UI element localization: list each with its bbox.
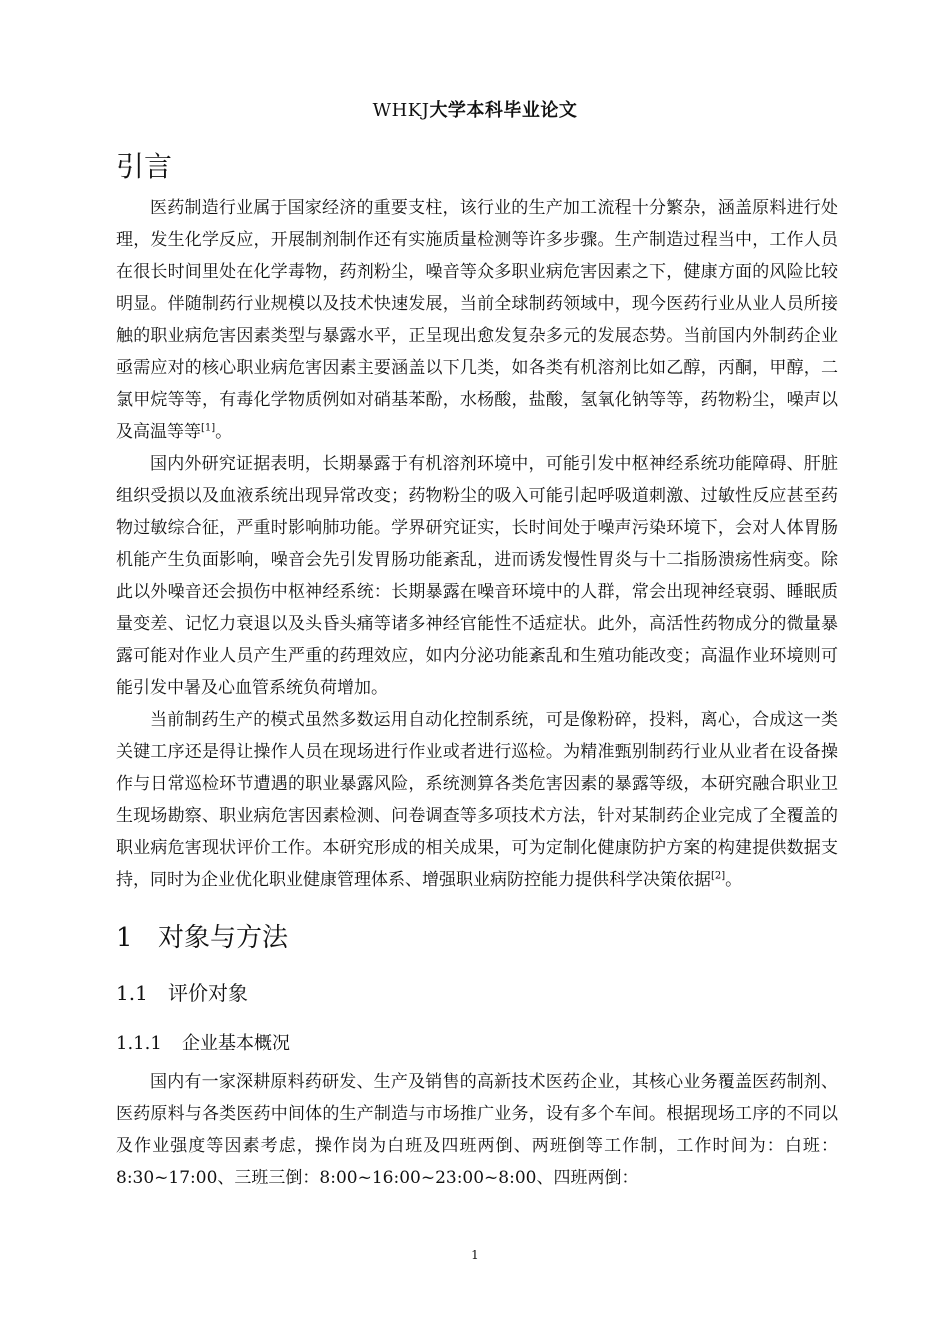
header-title: 大学本科毕业论文	[429, 100, 578, 121]
intro-paragraph-3	[116, 704, 838, 896]
intro-paragraph-2	[116, 448, 838, 704]
intro-heading: 引言	[116, 150, 173, 183]
paragraph-tail: 。	[215, 422, 233, 442]
paragraph-text: 医药制造行业属于国家经济的重要支柱，该行业的生产加工流程十分繁杂，涵盖原料进行处理，发生化学反应，开展制剂制作还有实施质量检测等许多步骤。生产制造过程当中，工作人员在很长时间里处在化学毒物，药剂粉尘，噪音等众多职业病危害因素之下，健康方面的风险比较明显。伴随制药行业规模以及技术快速发展，当前全球制药领域中，现今医药行业从业人员所接触的职业病危害因素类型与暴露水平，正呈现出愈发复杂多元的发展态势。当前国内外制药企业亟需应对的核心职业病危害因素主要涵盖以下几类，如各类有机溶剂比如乙醇，丙酮，甲醇，二氯甲烷等等，有毒化学物质例如对硝基苯酚，水杨酸，盐酸，氢氧化钠等等，药物粉尘，噪声以及高温等等	[116, 198, 838, 442]
page-number: 1	[471, 1248, 479, 1262]
section-title: 评价对象	[168, 981, 248, 1005]
header-prefix: WHKJ	[372, 100, 430, 121]
section-title: 对象与方法	[158, 923, 289, 953]
section-number: 1	[116, 923, 133, 953]
section-1-heading	[116, 918, 838, 958]
intro-paragraph-1	[116, 192, 838, 448]
section-number: 1.1	[116, 981, 148, 1005]
paragraph-text: 当前制药生产的模式虽然多数运用自动化控制系统，可是像粉碎，投料，离心，合成这一类关键工序还是得让操作人员在现场进行作业或者进行巡检。为精准甄别制药行业从业者在设备操作与日常巡检环节遭遇的职业暴露风险，系统测算各类危害因素的暴露等级，本研究融合职业卫生现场勘察、职业病危害因素检测、问卷调查等多项技术方法，针对某制药企业完成了全覆盖的职业病危害现状评价工作。本研究形成的相关成果，可为定制化健康防护方案的构建提供数据支持，同时为企业优化职业健康管理体系、增强职业病防控能力提供科学决策依据	[116, 710, 838, 890]
paragraph-text: 国内外研究证据表明，长期暴露于有机溶剂环境中，可能引发中枢神经系统功能障碍、肝脏组织受损以及血液系统出现异常改变；药物粉尘的吸入可能引起呼吸道刺激、过敏性反应甚至药物过敏综合征，严重时影响肺功能。学界研究证实，长时间处于噪声污染环境下，会对人体胃肠机能产生负面影响，噪音会先引发胃肠功能紊乱，进而诱发慢性胃炎与十二指肠溃疡性病变。除此以外噪音还会损伤中枢神经系统：长期暴露在噪音环境中的人群，常会出现神经衰弱、睡眠质量变差、记忆力衰退以及头昏头痛等诸多神经官能性不适症状。此外，高活性药物成分的微量暴露可能对作业人员产生严重的药理效应，如内分泌功能紊乱和生殖功能改变；高温作业环境则可能引发中暑及心血管系统负荷增加。	[116, 454, 838, 698]
section-title: 企业基本概况	[182, 1033, 290, 1054]
main-content	[116, 146, 838, 1194]
section-number: 1.1.1	[116, 1033, 162, 1054]
section-1-1-1-heading	[116, 1028, 838, 1060]
page-header	[0, 96, 950, 122]
citation: [2]	[711, 870, 726, 882]
section-1-1-heading	[116, 976, 838, 1010]
company-overview-paragraph: 国内有一家深耕原料药研发、生产及销售的高新技术医药企业，其核心业务覆盖医药制剂、医药原料与各类医药中间体的生产制造与市场推广业务，设有多个车间。根据现场工序的不同以及作业强度等因素考虑，操作岗为白班及四班两倒、两班倒等工作制，工作时间为：白班：8:30~17:00、三班三倒：8:00~16:00~23:00~8:00、四班两倒：	[116, 1072, 838, 1188]
citation: [1]	[201, 422, 216, 434]
paragraph-tail: 。	[725, 870, 743, 890]
